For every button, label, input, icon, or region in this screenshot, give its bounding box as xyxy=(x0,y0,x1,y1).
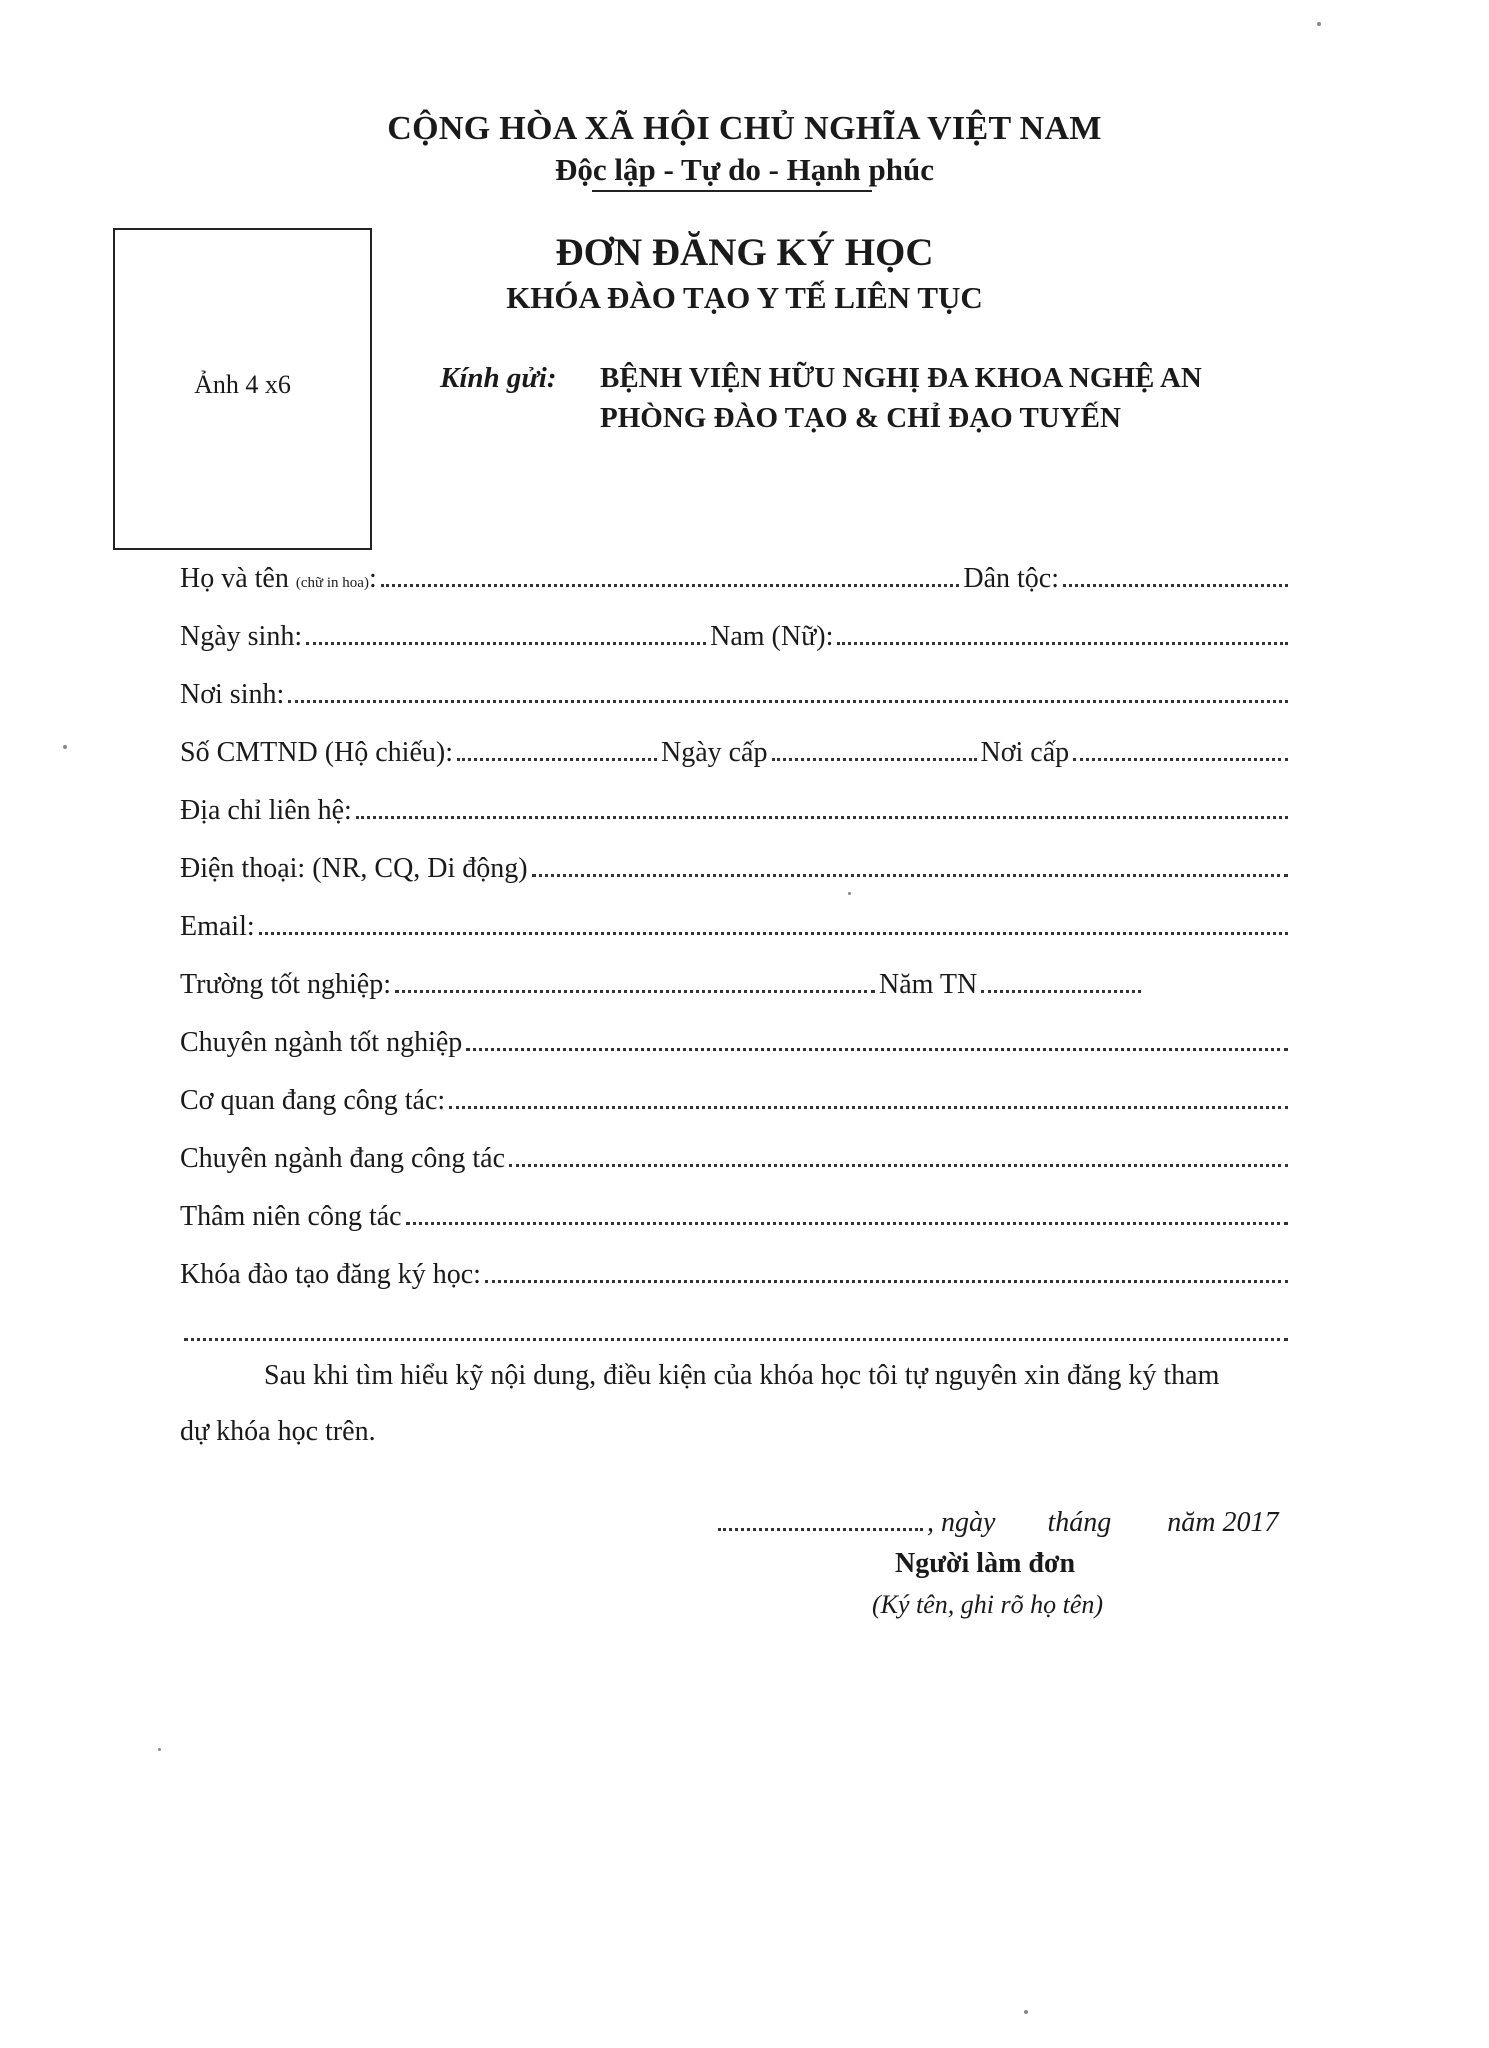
scan-speck xyxy=(63,745,67,749)
id-number-field[interactable] xyxy=(457,734,657,761)
grad-year-field[interactable] xyxy=(981,966,1141,993)
place-field[interactable] xyxy=(718,1506,923,1531)
id-number-label: Số CMTND (Hộ chiếu): xyxy=(180,737,453,768)
row-course xyxy=(180,1256,1292,1296)
row-birth-date xyxy=(180,618,1292,658)
school-label: Trường tốt nghiệp: xyxy=(180,969,391,1000)
birth-date-field[interactable] xyxy=(306,618,706,645)
gender-field[interactable] xyxy=(837,618,1288,645)
email-label: Email: xyxy=(180,911,255,942)
recipient-label: Kính gửi: xyxy=(440,362,557,394)
row-email xyxy=(180,908,1292,948)
row-phone xyxy=(180,850,1292,890)
grad-year-label: Năm TN xyxy=(878,969,978,1000)
full-name-label: Họ và tên (chữ in hoa): xyxy=(180,563,377,594)
statement-line-2: dự khóa học trên. xyxy=(180,1416,376,1447)
photo-label: Ảnh 4 x6 xyxy=(194,370,291,399)
school-field[interactable] xyxy=(395,966,875,993)
form-subtitle: KHÓA ĐÀO TẠO Y TẾ LIÊN TỤC xyxy=(506,280,983,315)
course-label: Khóa đào tạo đăng ký học: xyxy=(180,1259,481,1290)
signer-title: Người làm đơn xyxy=(895,1548,1076,1579)
row-grad-major xyxy=(180,1024,1292,1064)
issue-date-field[interactable] xyxy=(772,734,977,761)
row-birth-place xyxy=(180,676,1292,716)
grad-major-field[interactable] xyxy=(466,1024,1288,1051)
birth-place-label: Nơi sinh: xyxy=(180,679,285,710)
grad-major-label: Chuyên ngành tốt nghiệp xyxy=(180,1027,463,1058)
date-line xyxy=(718,1506,1278,1539)
day-label: , ngày xyxy=(927,1507,996,1538)
scan-speck xyxy=(1024,2010,1028,2014)
row-full-name xyxy=(180,560,1292,600)
full-name-field[interactable] xyxy=(381,560,960,587)
row-address xyxy=(180,792,1292,832)
ethnicity-label: Dân tộc: xyxy=(963,563,1059,594)
row-work-major xyxy=(180,1140,1292,1180)
scan-speck xyxy=(848,892,851,895)
workplace-label: Cơ quan đang công tác: xyxy=(180,1085,446,1116)
seniority-field[interactable] xyxy=(406,1198,1288,1225)
scan-speck xyxy=(158,1748,161,1751)
phone-field[interactable] xyxy=(532,850,1288,877)
recipient-line-2: PHÒNG ĐÀO TẠO & CHỈ ĐẠO TUYẾN xyxy=(600,402,1121,434)
signature-note: (Ký tên, ghi rõ họ tên) xyxy=(872,1590,1104,1619)
birth-date-label: Ngày sinh: xyxy=(180,621,303,652)
workplace-field[interactable] xyxy=(449,1082,1288,1109)
email-field[interactable] xyxy=(259,908,1288,935)
phone-label: Điện thoại: (NR, CQ, Di động) xyxy=(180,853,528,884)
address-label: Địa chỉ liên hệ: xyxy=(180,795,352,826)
course-continued-field[interactable] xyxy=(184,1314,1288,1341)
issue-place-label: Nơi cấp xyxy=(980,737,1070,768)
ethnicity-field[interactable] xyxy=(1063,560,1288,587)
scan-speck xyxy=(1317,22,1321,26)
gender-label: Nam (Nữ): xyxy=(710,621,834,652)
issue-date-label: Ngày cấp xyxy=(660,737,768,768)
motto-heading: Độc lập - Tự do - Hạnh phúc xyxy=(555,152,934,187)
row-seniority xyxy=(180,1198,1292,1238)
row-school xyxy=(180,966,1292,1006)
statement-paragraph xyxy=(180,1348,1300,1460)
work-major-field[interactable] xyxy=(509,1140,1288,1167)
address-field[interactable] xyxy=(356,792,1288,819)
birth-place-field[interactable] xyxy=(288,676,1288,703)
recipient-line-1: BỆNH VIỆN HỮU NGHỊ ĐA KHOA NGHỆ AN xyxy=(600,362,1202,394)
month-label: tháng xyxy=(1047,1507,1112,1538)
course-field[interactable] xyxy=(485,1256,1288,1283)
photo-box xyxy=(113,228,372,550)
row-workplace xyxy=(180,1082,1292,1122)
statement-line-1: Sau khi tìm hiểu kỹ nội dung, điều kiện của khóa học tôi tự nguyên xin đăng ký tham xyxy=(264,1360,1220,1391)
nation-heading: CỘNG HÒA XÃ HỘI CHỦ NGHĨA VIỆT NAM xyxy=(387,110,1102,147)
year-label: năm 2017 xyxy=(1167,1507,1279,1538)
row-id-number xyxy=(180,734,1292,774)
motto-underline xyxy=(592,190,872,192)
issue-place-field[interactable] xyxy=(1073,734,1288,761)
seniority-label: Thâm niên công tác xyxy=(180,1201,402,1232)
work-major-label: Chuyên ngành đang công tác xyxy=(180,1143,506,1174)
form-title: ĐƠN ĐĂNG KÝ HỌC xyxy=(555,231,934,274)
